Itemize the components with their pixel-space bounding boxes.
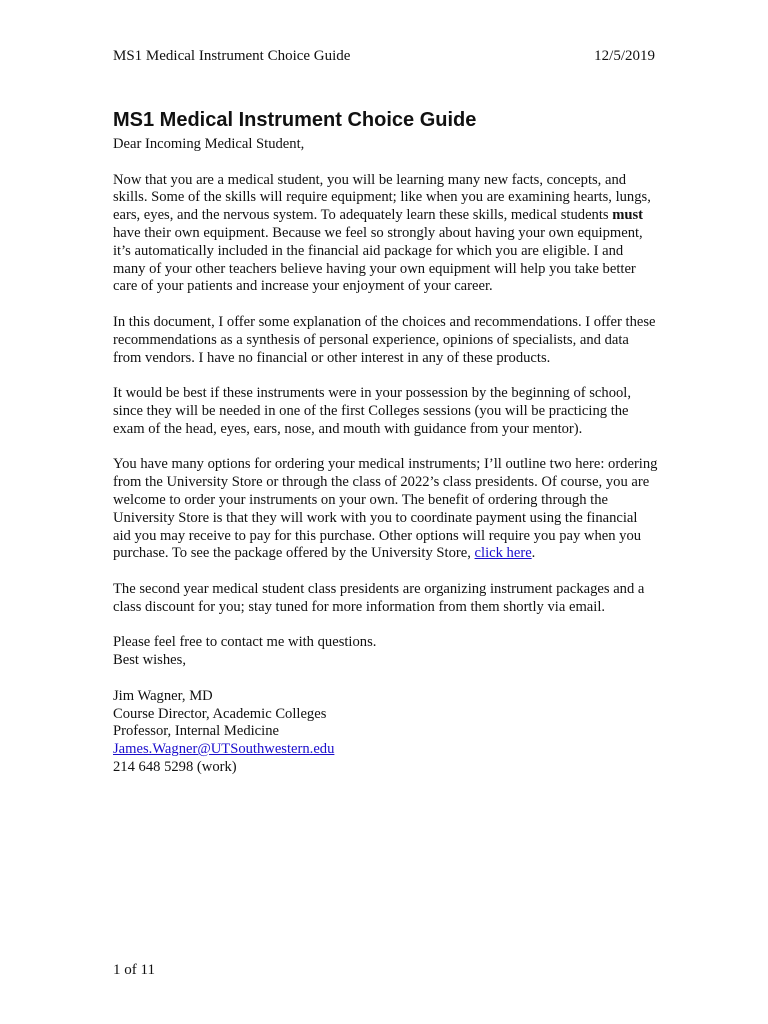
closing-line-contact: Please feel free to contact me with questions. (113, 634, 377, 651)
document-title: MS1 Medical Instrument Choice Guide (113, 109, 477, 131)
emphasis-must: must (612, 207, 644, 224)
signature-block (113, 688, 658, 777)
paragraph-document-purpose: In this document, I offer some explanation of the choices and recommendations. I offer these recommendations as a synthesis of personal experience, opinions of specialists, and data from vendors. I have no financial or other interest in any of these products. (113, 313, 656, 366)
paragraph-intro (113, 172, 658, 297)
header-date: 12/5/2019 (594, 48, 655, 64)
paragraph-intro-text-end: have their own equipment. Because we feel so strongly about having your own equipment, it’s automatically included in the financial aid package for which you are eligible. I and many of your other teachers believe having your own equipment will help you take better care of your patients and increase your enjoyment of your career. (113, 224, 643, 295)
email-link[interactable]: James.Wagner@UTSouthwestern.edu (113, 741, 335, 758)
paragraph-class-presidents: The second year medical student class presidents are organizing instrument packages and a class discount for you; stay tuned for more information from them shortly via email. (113, 580, 645, 615)
signature-title-professor: Professor, Internal Medicine (113, 723, 279, 740)
greeting: Dear Incoming Medical Student, (113, 136, 305, 152)
paragraph-ordering-text: You have many options for ordering your medical instruments; I’ll outline two here: ordering from the University Store or through the class of 2022’s class presidents. Of course, you are welcome to order your instruments on your own. The benefit of ordering through the University Store is that they will work with you to coordinate payment using the financial aid you may receive to pay for this purchase. Other options will require you pay when you purchase. To see the package offered by the University Store, (113, 456, 658, 562)
document-body (113, 136, 658, 777)
signature-phone: 214 648 5298 (work) (113, 758, 237, 775)
page-number: 1 of 11 (113, 962, 155, 978)
paragraph-intro-text-start: Now that you are a medical student, you will be learning many new facts, concepts, and skills. Some of the skills will require equipment; like when you are examining hearts, lungs, ears, eyes, and the nervous system. To adequately learn these skills, medical students (113, 171, 651, 224)
signature-title-course-director: Course Director, Academic Colleges (113, 705, 327, 722)
header-document-name: MS1 Medical Instrument Choice Guide (113, 48, 351, 64)
page-header (113, 46, 655, 66)
closing-line-wishes: Best wishes, (113, 652, 186, 669)
signature-email-line (113, 741, 658, 759)
paragraph-timing: It would be best if these instruments were in your possession by the beginning of school, since they will be needed in one of the first Colleges sessions (you will be practicing the exam of the head, eyes, ears, nose, and mouth with guidance from your mentor). (113, 385, 631, 437)
closing-block (113, 634, 658, 670)
paragraph-ordering-options (113, 456, 658, 563)
university-store-link[interactable]: click here (474, 545, 532, 562)
signature-name: Jim Wagner, MD (113, 687, 213, 704)
paragraph-ordering-period: . (531, 545, 536, 562)
